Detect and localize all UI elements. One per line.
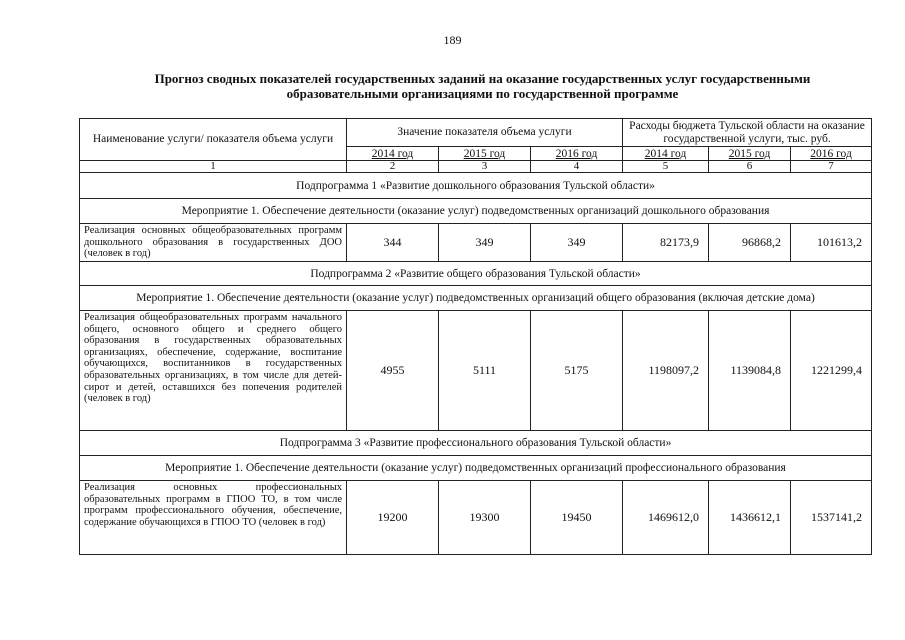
header-service-name: Наименование услуги/ показателя объема услуги bbox=[80, 119, 347, 161]
volume-2016: 5175 bbox=[531, 311, 623, 431]
expense-2015: 96868,2 bbox=[709, 224, 791, 262]
column-index: 3 bbox=[439, 161, 531, 173]
column-index: 1 bbox=[80, 161, 347, 173]
expense-2014: 82173,9 bbox=[623, 224, 709, 262]
document-title bbox=[60, 71, 905, 101]
subprogram-heading: Подпрограмма 1 «Развитие дошкольного образования Тульской области» bbox=[80, 173, 872, 199]
table-row bbox=[80, 224, 872, 262]
table-row bbox=[80, 311, 872, 431]
header-budget-expenses: Расходы бюджета Тульской области на оказание государственной услуги, тыс. руб. bbox=[623, 119, 872, 147]
volume-2014: 19200 bbox=[347, 481, 439, 555]
service-name: Реализация общеобразовательных программ начального общего, основного общего и среднего общего образования в государственных образовательных организациях, обеспечение, содержание, воспитание обучающихся, воспитанников в государственных образовательных организациях, в том числе для детей-сирот и детей, оставшихся без попечения родителей (человек в год) bbox=[80, 311, 347, 431]
measure-heading: Мероприятие 1. Обеспечение деятельности (оказание услуг) подведомственных организаций профессионального образования bbox=[80, 456, 872, 481]
expense-2016: 1221299,4 bbox=[791, 311, 872, 431]
header-year: 2014 год bbox=[623, 147, 709, 161]
volume-2014: 344 bbox=[347, 224, 439, 262]
measure-heading: Мероприятие 1. Обеспечение деятельности (оказание услуг) подведомственных организаций общего образования (включая детские дома) bbox=[80, 286, 872, 311]
column-index: 6 bbox=[709, 161, 791, 173]
column-index: 5 bbox=[623, 161, 709, 173]
header-year: 2016 год bbox=[791, 147, 872, 161]
table-row bbox=[80, 481, 872, 555]
column-index: 4 bbox=[531, 161, 623, 173]
service-name: Реализация основных профессиональных образовательных программ в ГПОО ТО, в том числе программ профессионального обучения, обеспечение, содержание обучающихся в ГПОО ТО (человек в год) bbox=[80, 481, 347, 555]
header-year: 2015 год bbox=[439, 147, 531, 161]
title-line-1: Прогноз сводных показателей государственных заданий на оказание государственных услуг государственными bbox=[154, 71, 811, 86]
measure-heading: Мероприятие 1. Обеспечение деятельности (оказание услуг) подведомственных организаций дошкольного образования bbox=[80, 199, 872, 224]
volume-2015: 19300 bbox=[439, 481, 531, 555]
expense-2015: 1436612,1 bbox=[709, 481, 791, 555]
volume-2014: 4955 bbox=[347, 311, 439, 431]
header-year: 2014 год bbox=[347, 147, 439, 161]
volume-2016: 19450 bbox=[531, 481, 623, 555]
expense-2014: 1469612,0 bbox=[623, 481, 709, 555]
column-index: 7 bbox=[791, 161, 872, 173]
page-number: 189 bbox=[443, 33, 462, 47]
indicators-table bbox=[79, 118, 872, 555]
column-index: 2 bbox=[347, 161, 439, 173]
volume-2015: 349 bbox=[439, 224, 531, 262]
expense-2015: 1139084,8 bbox=[709, 311, 791, 431]
header-year: 2015 год bbox=[709, 147, 791, 161]
subprogram-heading: Подпрограмма 3 «Развитие профессионального образования Тульской области» bbox=[80, 431, 872, 456]
service-name: Реализация основных общеобразовательных программ дошкольного образования в государственных ДОО (человек в год) bbox=[80, 224, 347, 262]
volume-2016: 349 bbox=[531, 224, 623, 262]
title-line-2: образовательными организациями по государственной программе bbox=[286, 86, 679, 101]
header-year: 2016 год bbox=[531, 147, 623, 161]
subprogram-heading: Подпрограмма 2 «Развитие общего образования Тульской области» bbox=[80, 262, 872, 286]
header-volume-value: Значение показателя объема услуги bbox=[347, 119, 623, 147]
expense-2016: 1537141,2 bbox=[791, 481, 872, 555]
volume-2015: 5111 bbox=[439, 311, 531, 431]
expense-2014: 1198097,2 bbox=[623, 311, 709, 431]
expense-2016: 101613,2 bbox=[791, 224, 872, 262]
